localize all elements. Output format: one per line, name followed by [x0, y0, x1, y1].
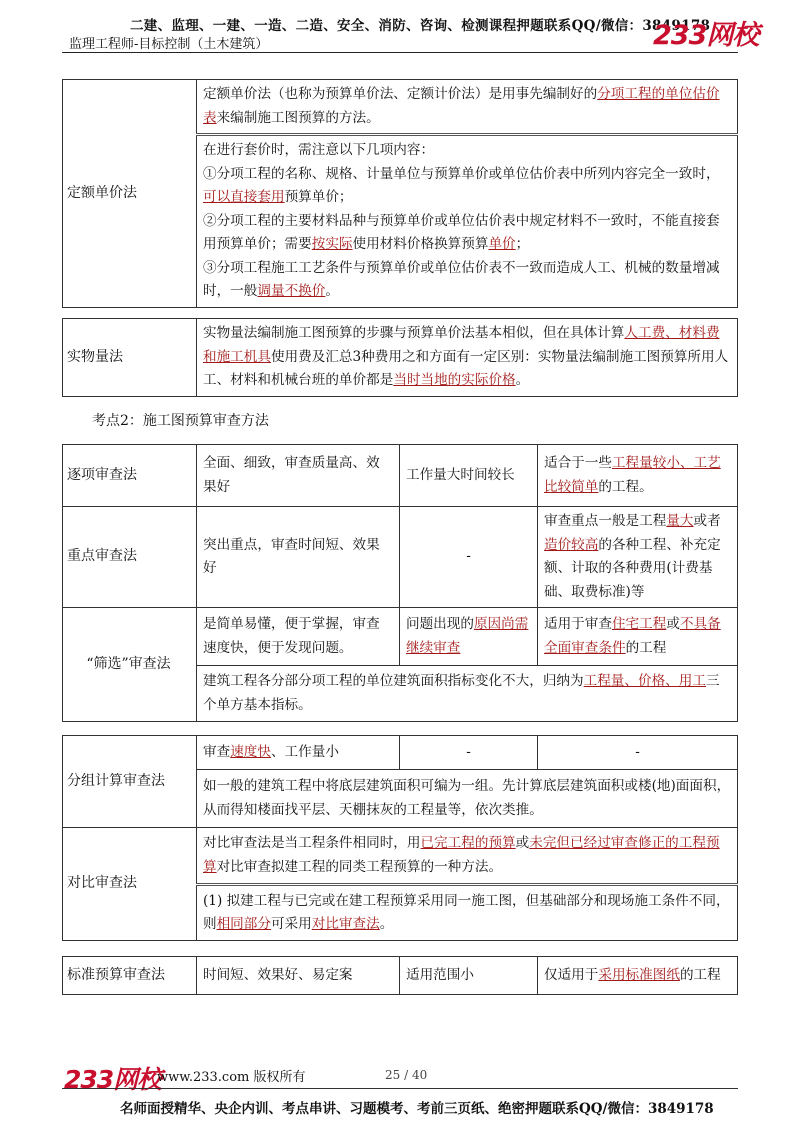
- applicability-cell: -: [538, 736, 738, 770]
- table-review-methods-2: [62, 735, 738, 941]
- advantage-cell: 时间短、效果好、易定案: [197, 957, 400, 995]
- condition-cell: (1) 拟建工程与已完或在建工程预算采用同一施工图，但基础部分和现场施工条件不同，则相同部分可采用对比审查法。: [197, 885, 738, 941]
- definition-cell: 定额单价法（也称为预算单价法、定额计价法）是用事先编制好的分项工程的单位估价表来编制施工图预算的方法。: [197, 80, 738, 135]
- method-label: 对比审查法: [63, 828, 197, 941]
- method-label: 逐项审查法: [63, 445, 197, 507]
- logo-233-header: 233网校: [653, 20, 759, 51]
- disadvantage-cell: -: [400, 736, 538, 770]
- disadvantage-cell: 问题出现的原因尚需继续审查: [400, 608, 538, 666]
- description-cell: 实物量法编制施工图预算的步骤与预算单价法基本相似，但在具体计算人工费、材料费和施工机具使用费及汇总3种费用之和方面有一定区别：实物量法编制施工图预算所用人工、材料和机械台班的单价都是当时当地的实际价格。: [197, 319, 738, 397]
- definition-cell: 对比审查法是当工程条件相同时，用已完工程的预算或未完但已经过审查修正的工程预算对比审查拟建工程的同类工程预算的一种方法。: [197, 828, 738, 885]
- method-label: 定额单价法: [63, 80, 197, 308]
- applicability-cell: 审查重点一般是工程量大或者造价较高的各种工程、补充定额、计取的各种费用(计费基础、取费标准)等: [538, 507, 738, 608]
- advantage-cell: 审查速度快、工作量小: [197, 736, 400, 770]
- applicability-cell: 适用于审查住宅工程或不具备全面审查条件的工程: [538, 608, 738, 666]
- footer-contact-line: 名师面授精华、央企内训、考点串讲、习题模考、考前三页纸、绝密押题联系QQ/微信：3849178: [120, 1101, 714, 1117]
- document-title: 监理工程师-目标控制（土木建筑）: [69, 37, 269, 52]
- disadvantage-cell: -: [400, 507, 538, 608]
- note-cell: 如一般的建筑工程中将底层建筑面积可编为一组。先计算底层建筑面积或楼(地)面面积，从而得知楼面找平层、天棚抹灰的工程量等，依次类推。: [197, 770, 738, 828]
- method-label: 实物量法: [63, 319, 197, 397]
- method-label: 重点审查法: [63, 507, 197, 608]
- method-label: 分组计算审查法: [63, 736, 197, 828]
- applicability-cell: 仅适用于采用标准图纸的工程: [538, 957, 738, 995]
- site-copyright[interactable]: www.233.com 版权所有: [157, 1070, 306, 1085]
- method-label: 标准预算审查法: [63, 957, 197, 995]
- advantage-cell: 全面、细致，审查质量高、效果好: [197, 445, 400, 507]
- table-review-methods-1: [62, 444, 738, 722]
- method-label: “筛选”审查法: [63, 608, 197, 722]
- notes-cell: 在进行套价时，需注意以下几项内容： ①分项工程的名称、规格、计量单位与预算单价或单位估价表中所列内容完全一致时，可以直接套用预算单价； ②分项工程的主要材料品种与预算单价或单位估价表中规定材料不一致时，不能直接套用预算单价；需要按实际使用材料价格换算预算单价； ③分项工程施工工艺条件与预算单价或单位估价表不一致而造成人工、机械的数量增减时，一般调量不换价。: [197, 135, 738, 308]
- disadvantage-cell: 工作量大时间较长: [400, 445, 538, 507]
- table-quota-unit-price: [62, 79, 738, 308]
- note-cell: 建筑工程各分部分项工程的单位建筑面积指标变化不大，归纳为工程量、价格、用工三个单方基本指标。: [197, 666, 738, 722]
- page-number: 25 / 40: [385, 1068, 428, 1082]
- logo-233-footer: 233网校: [64, 1065, 162, 1094]
- header-contact-line: 二建、监理、一建、一造、二造、安全、消防、咨询、检测课程押题联系QQ/微信：3849178: [130, 18, 711, 34]
- header-divider: [62, 52, 738, 53]
- table-physical-quantity: [62, 318, 738, 397]
- advantage-cell: 是简单易懂，便于掌握，审查速度快，便于发现问题。: [197, 608, 400, 666]
- section-heading: 考点2：施工图预算审查方法: [92, 413, 269, 429]
- disadvantage-cell: 适用范围小: [400, 957, 538, 995]
- applicability-cell: 适合于一些工程量较小、工艺比较简单的工程。: [538, 445, 738, 507]
- table-standard-budget: [62, 956, 738, 995]
- footer-divider: [62, 1088, 738, 1089]
- advantage-cell: 突出重点，审查时间短、效果好: [197, 507, 400, 608]
